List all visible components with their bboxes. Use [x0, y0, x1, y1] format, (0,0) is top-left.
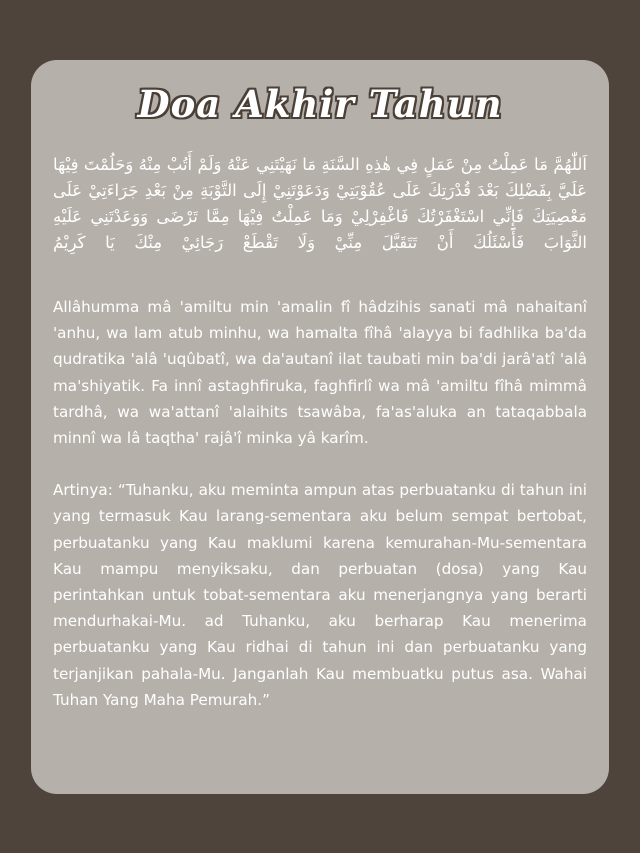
content-card [31, 60, 609, 794]
page-title: Doa Akhir Tahun [137, 82, 503, 126]
latin-transliteration: Allâhumma mâ 'amiltu min 'amalin fî hâdzihis sanati mâ nahaitanî 'anhu, wa lam atub minhu, wa hamalta fîhâ 'alayya bi fadhlika ba'da qudratika 'alâ 'uqûbatî, wa da'autanî ilat taubati min ba'di jarâ'atî 'alâ ma'shiyatik. Fa innî astaghfiruka, faghfirlî wa mâ 'amiltu fîhâ mimmâ tardhâ, wa wa'attanî 'alaihits tsawâba, fa'as'aluka an tataqabbala minnî wa lâ taqtha' rajâ'î minka yâ karîm. [53, 298, 587, 448]
arabic-prayer-text: اَللّٰهُمَّ مَا عَمِلْتُ مِنْ عَمَلٍ فِي هٰذِهِ السَّنَةِ مَا نَهَيْتَنِي عَنْهُ وَلَمْ أَتُبْ مِنْهُ وَحَلُمْتَ فِيْهَا عَلَيَّ بِفَضْلِكَ بَعْدَ قُدْرَتِكَ عَلَى عُقُوْبَتِيْ وَدَعَوْتَنِيْ إِلَى التَّوْبَةِ مِنْ بَعْدِ جَرَاءَتِيْ عَلَى مَعْصِيَتِكَ فَإِنِّي اسْتَغْفَرْتُكَ فَاغْفِرْلِيْ وَمَا عَمِلْتُ فِيْهَا مِمَّا تَرْضَى وَوَعَدْتَنِي عَلَيْهِ الثَّوَابَ فَأَسْئَلُكَ أَنْ تَتَقَبَّلَ مِنِّيْ وَلَا تَقْطَعْ رَجَائِيْ مِنْكَ يَا كَرِيْمُ [53, 155, 587, 252]
translation-text: Artinya: “Tuhanku, aku meminta ampun atas perbuatanku di tahun ini yang termasuk Kau larang-sementara aku belum sempat bertobat, perbuatanku yang Kau maklumi karena kemurahan-Mu-sementara Kau mampu menyiksaku, dan perbuatan (dosa) yang Kau perintahkan untuk tobat-sementara aku menerjangnya yang berarti mendurhakai-Mu. ad Tuhanku, aku berharap Kau menerima perbuatanku yang Kau ridhai di tahun ini dan perbuatanku yang terjanjikan pahala-Mu. Janganlah Kau membuatku putus asa. Wahai Tuhan Yang Maha Pemurah.” [53, 481, 587, 709]
